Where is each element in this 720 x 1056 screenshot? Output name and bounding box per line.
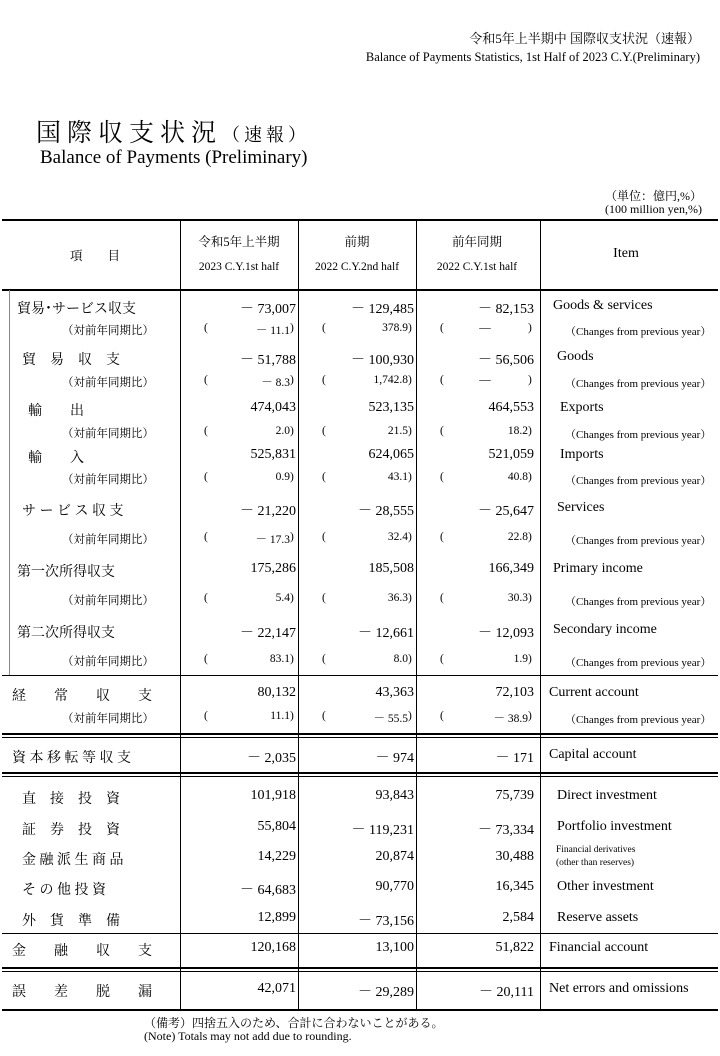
value-cell: 43,363	[375, 685, 414, 700]
financial-item-label-en-2: (other than reserves)	[556, 858, 635, 868]
col-c3-en: 2022 C.Y.1st half	[436, 261, 518, 273]
change-cell: —	[479, 374, 491, 386]
paren-open: (	[322, 374, 326, 386]
change-cell: 36.3	[387, 592, 408, 604]
paren-close: )	[528, 322, 532, 334]
value-cell: 16,345	[495, 879, 534, 894]
change-label-en: （Changes from previous year）	[565, 714, 712, 726]
value-cell: － 51,788	[240, 353, 296, 368]
paren-open: (	[440, 531, 444, 543]
paren-open: (	[204, 710, 208, 722]
change-label-jp: （対前年同期比）	[62, 656, 154, 668]
page-title-en: Balance of Payments (Preliminary)	[40, 147, 308, 168]
paren-open: (	[322, 471, 326, 483]
value-cell: － 82,153	[478, 302, 534, 317]
change-label-jp: （対前年同期比）	[62, 377, 154, 389]
paren-open: (	[204, 322, 208, 334]
change-cell: 378.9	[382, 322, 408, 334]
value-cell: 30,488	[495, 849, 534, 864]
paren-open: (	[204, 471, 208, 483]
row-label-en: Imports	[560, 447, 604, 462]
value-cell: 2,584	[502, 910, 534, 925]
change-label-jp: （対前年同期比）	[62, 474, 154, 486]
change-label-jp: （対前年同期比）	[62, 325, 154, 337]
change-label-en: （Changes from previous year）	[565, 657, 712, 669]
paren-close: )	[528, 592, 532, 604]
financial-item-label-en: Financial derivatives	[556, 845, 636, 855]
row-label-en: Secondary income	[553, 622, 657, 637]
col-item-jp: 項 目	[69, 249, 120, 263]
row-label-jp: 第二次所得収支	[17, 626, 115, 641]
row-label-jp: 輸 出	[28, 404, 84, 419]
value-cell: 75,739	[495, 788, 534, 803]
value-cell: 464,553	[488, 400, 534, 415]
change-label-jp: （対前年同期比）	[62, 534, 154, 546]
paren-close: )	[290, 322, 294, 334]
change-label-en: （Changes from previous year）	[565, 596, 712, 608]
change-cell: 22.8	[507, 531, 528, 543]
row-label-en: Primary income	[553, 561, 643, 576]
paren-close: )	[290, 592, 294, 604]
financial-top-rule-2	[2, 776, 718, 777]
row-label-en: Current account	[549, 685, 639, 700]
change-cell: － 8.3	[261, 377, 290, 389]
change-label-en: （Changes from previous year）	[565, 378, 712, 390]
page-title-jp	[36, 113, 310, 149]
value-cell: － 28,555	[358, 504, 414, 519]
value-cell: － 29,289	[358, 985, 414, 1000]
paren-close: )	[408, 531, 412, 543]
row-label-en: Exports	[560, 400, 604, 415]
col-item-en: Item	[613, 246, 639, 261]
row-label-jp: 第一次所得収支	[17, 565, 115, 580]
financial-account-rule	[2, 933, 718, 934]
row-label-jp: サ ー ビ ス 収 支	[22, 504, 124, 519]
value-cell: － 21,220	[240, 504, 296, 519]
col-c3-jp: 前年同期	[451, 235, 502, 249]
paren-close: )	[408, 592, 412, 604]
paren-open: (	[440, 374, 444, 386]
value-cell: 80,132	[257, 685, 296, 700]
header-jp: 令和5年上半期中 国際収支状況（速報）	[469, 31, 700, 46]
paren-open: (	[322, 322, 326, 334]
financial-item-label-jp: 証 券 投 資	[22, 823, 120, 838]
value-cell: 101,918	[250, 788, 296, 803]
paren-open: (	[204, 531, 208, 543]
paren-close: )	[408, 374, 412, 386]
value-cell: 72,103	[495, 685, 534, 700]
paren-close: )	[408, 425, 412, 437]
value-cell: 13,100	[375, 940, 414, 955]
value-cell: － 56,506	[478, 353, 534, 368]
value-cell: 523,135	[368, 400, 414, 415]
change-cell: 32.4	[387, 531, 408, 543]
value-cell: 93,843	[375, 788, 414, 803]
value-cell: 474,043	[250, 400, 296, 415]
errors-label-jp: 誤 差 脱 漏	[12, 985, 152, 1000]
paren-close: )	[528, 531, 532, 543]
financial-item-label-jp: 外 貨 準 備	[22, 914, 120, 929]
change-label-en: （Changes from previous year）	[565, 326, 712, 338]
financial-label-en: Financial account	[549, 940, 649, 955]
paren-open: (	[204, 653, 208, 665]
financial-item-label-en: Direct investment	[557, 788, 657, 803]
change-cell: 43.1	[387, 471, 408, 483]
value-cell: 12,899	[257, 910, 296, 925]
col-c2-en: 2022 C.Y.2nd half	[314, 261, 400, 273]
change-label-jp: （対前年同期比）	[62, 428, 154, 440]
title-main: 国際収支状況	[36, 120, 223, 147]
financial-item-label-jp: 金 融 派 生 商 品	[22, 853, 124, 868]
change-label-en: （Changes from previous year）	[565, 429, 712, 441]
value-cell: 624,065	[368, 447, 414, 462]
paren-close: )	[408, 322, 412, 334]
value-cell: 521,059	[488, 447, 534, 462]
change-cell: 30.3	[507, 592, 528, 604]
change-cell: 8.0	[393, 653, 408, 665]
value-cell: － 22,147	[240, 626, 296, 641]
paren-open: (	[440, 592, 444, 604]
value-cell: － 12,093	[478, 626, 534, 641]
paren-open: (	[440, 653, 444, 665]
change-cell: － 11.1	[255, 325, 290, 337]
paren-close: )	[290, 710, 294, 722]
change-label-jp: （対前年同期比）	[62, 713, 154, 725]
value-cell: 185,508	[368, 561, 414, 576]
change-cell: 1,742.8	[373, 374, 408, 386]
unit-jp: （単位：億円,%）	[605, 189, 702, 203]
unit-en: (100 million yen,%)	[605, 202, 702, 216]
row-label-jp: 経 常 収 支	[12, 689, 152, 704]
paren-close: )	[290, 471, 294, 483]
paren-close: )	[290, 653, 294, 665]
change-label-jp: （対前年同期比）	[62, 595, 154, 607]
capital-label-jp: 資 本 移 転 等 収 支	[12, 751, 131, 766]
financial-item-label-jp: そ の 他 投 資	[22, 883, 106, 898]
capital-top-rule-2	[2, 737, 718, 738]
col-c2-jp: 前期	[344, 235, 370, 249]
errors-label-en: Net errors and omissions	[549, 981, 689, 996]
change-cell: － 38.9	[493, 713, 528, 725]
change-cell: 40.8	[507, 471, 528, 483]
col-c1-en: 2023 C.Y.1st half	[198, 261, 280, 273]
indent-rule	[9, 290, 10, 675]
value-cell: 120,168	[250, 940, 296, 955]
paren-open: (	[322, 425, 326, 437]
change-cell: 11.1	[270, 710, 290, 722]
value-cell: － 2,035	[247, 751, 296, 766]
paren-close: )	[408, 653, 412, 665]
paren-close: )	[290, 374, 294, 386]
value-cell: 42,071	[257, 981, 296, 996]
value-cell: － 974	[375, 751, 414, 766]
paren-close: )	[290, 531, 294, 543]
change-label-en: （Changes from previous year）	[565, 475, 712, 487]
paren-open: (	[204, 425, 208, 437]
value-cell: 166,349	[488, 561, 534, 576]
current-rule	[2, 675, 718, 676]
capital-label-en: Capital account	[549, 747, 637, 762]
row-label-jp: 貿 易 収 支	[22, 353, 120, 368]
financial-item-label-en: Reserve assets	[557, 910, 639, 925]
table-bottom-rule	[2, 1009, 718, 1011]
change-label-en: （Changes from previous year）	[565, 535, 712, 547]
header-en: Balance of Payments Statistics, 1st Half of 2023 C.Y.(Preliminary)	[365, 50, 700, 64]
financial-top-rule	[2, 772, 718, 774]
change-cell: 1.9	[513, 653, 528, 665]
paren-close: )	[528, 653, 532, 665]
header-bottom-rule	[2, 289, 718, 291]
value-cell: － 100,930	[351, 353, 414, 368]
paren-open: (	[440, 471, 444, 483]
paren-close: )	[408, 471, 412, 483]
change-cell: 0.9	[275, 471, 290, 483]
value-cell: 175,286	[250, 561, 296, 576]
paren-open: (	[204, 374, 208, 386]
value-cell: － 25,647	[478, 504, 534, 519]
paren-open: (	[440, 425, 444, 437]
change-cell: —	[479, 322, 491, 334]
value-cell: － 171	[495, 751, 534, 766]
paren-close: )	[528, 471, 532, 483]
paren-open: (	[322, 592, 326, 604]
paren-close: )	[528, 425, 532, 437]
capital-top-rule	[2, 733, 718, 735]
errors-top-rule-2	[2, 971, 718, 972]
value-cell: 90,770	[375, 879, 414, 894]
value-cell: － 12,661	[358, 626, 414, 641]
paren-open: (	[204, 592, 208, 604]
change-cell: 18.2	[507, 425, 528, 437]
change-cell: 83.1	[269, 653, 290, 665]
change-cell: 2.0	[275, 425, 290, 437]
errors-top-rule	[2, 967, 718, 969]
paren-open: (	[322, 531, 326, 543]
value-cell: － 20,111	[479, 985, 534, 1000]
paren-close: )	[290, 425, 294, 437]
financial-item-label-en: Other investment	[557, 879, 654, 894]
paren-close: )	[528, 710, 532, 722]
change-cell: 5.4	[275, 592, 290, 604]
title-sub: （速報）	[222, 125, 311, 145]
note-jp: （備考）四捨五入のため、合計に合わないことがある。	[144, 1016, 444, 1030]
value-cell: － 73,156	[358, 914, 414, 929]
value-cell: 51,822	[495, 940, 534, 955]
change-cell: － 55.5	[373, 713, 408, 725]
value-cell: － 73,007	[240, 302, 296, 317]
value-cell: 525,831	[250, 447, 296, 462]
value-cell: － 73,334	[478, 823, 534, 838]
paren-open: (	[322, 710, 326, 722]
value-cell: 55,804	[257, 819, 296, 834]
table-top-rule	[2, 219, 718, 221]
financial-item-label-jp: 直 接 投 資	[22, 792, 120, 807]
value-cell: － 119,231	[351, 823, 414, 838]
row-label-en: Goods & services	[553, 298, 653, 313]
row-label-jp: 貿易･サービス収支	[17, 302, 136, 317]
financial-label-jp: 金 融 収 支	[12, 944, 152, 959]
row-label-en: Goods	[557, 349, 594, 364]
col-rule-3	[540, 220, 541, 1010]
value-cell: － 64,683	[240, 883, 296, 898]
note-en: (Note) Totals may not add due to rounding.	[144, 1029, 352, 1043]
paren-open: (	[322, 653, 326, 665]
value-cell: － 129,485	[351, 302, 414, 317]
value-cell: 20,874	[375, 849, 414, 864]
row-label-en: Services	[557, 500, 605, 515]
change-cell: 21.5	[387, 425, 408, 437]
paren-close: )	[408, 710, 412, 722]
change-cell: － 17.3	[255, 534, 290, 546]
paren-open: (	[440, 710, 444, 722]
paren-open: (	[440, 322, 444, 334]
financial-item-label-en: Portfolio investment	[557, 819, 672, 834]
row-label-jp: 輸 入	[28, 451, 84, 466]
paren-close: )	[528, 374, 532, 386]
value-cell: 14,229	[257, 849, 296, 864]
col-c1-jp: 令和5年上半期	[198, 235, 280, 249]
